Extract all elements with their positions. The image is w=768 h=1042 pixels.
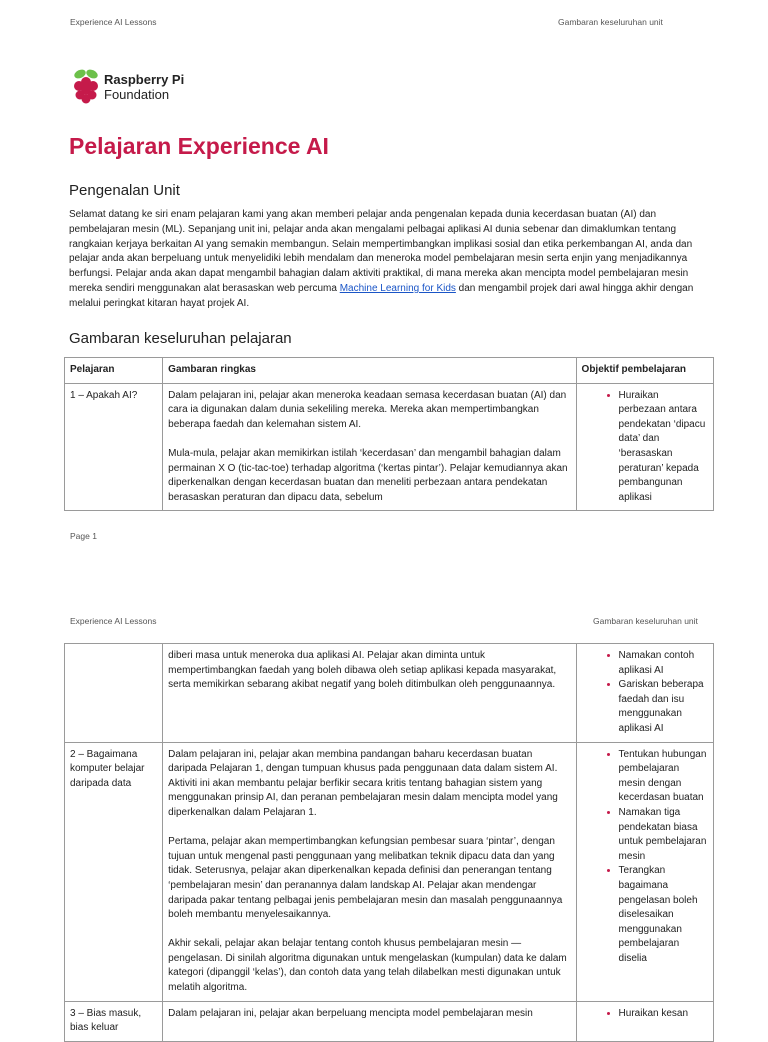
objective-item: • Gariskan beberapa faedah dan isu menggunakan aplikasi AI [619,678,708,736]
page-header-right: Gambaran keseluruhan unit [593,616,698,626]
logo-line2: Foundation [104,87,170,102]
summary-cell [163,383,576,511]
lesson-overview-table [64,357,714,511]
lesson-cell: 3 – Bias masuk, bias keluar [65,1001,163,1041]
objective-item: • Huraikan perbezaan antara pendekatan ‘dipacu data’ dan ‘berasaskan peraturan’ kepada pembangunan aplikasi [619,389,708,506]
summary-cell [163,742,576,1001]
raspberry-icon [72,68,100,104]
intro-paragraph [69,208,714,312]
table-row [65,644,714,743]
objective-item: • Namakan tiga pendekatan biasa untuk pembelajaran mesin [619,806,708,864]
summary-paragraph: Akhir sekali, pelajar akan belajar tentang contoh khusus pembelajaran mesin — pengelasan. Di sinilah algoritma digunakan untuk mengelaskan (kumpulan) data ke dalam kategori (dipanggil ‘kelas’), dan contoh data yang telah dilabelkan mesti digunakan untuk melatih algoritma. [168,938,567,994]
intro-text-before: Selamat datang ke siri enam pelajaran kami yang akan memberi pelajar anda pengenalan kepada dunia kecerdasan buatan (AI) dan pembelajaran mesin (ML). Sepanjang unit ini, pelajar anda akan mengalami pelbagai aplikasi AI dunia sebenar dan dimaklumkan tentang rangkaian kerjaya berkaitan AI yang semakin membangun. Selain mempertimbangkan implikasi sosial dan etika perkembangan AI, anda dan pelajar anda akan berpeluang untuk menyelidiki lebih mendalam dan meneroka model pembelajaran mesin serta enjin yang menjadikannya berfungsi. Pelajar anda akan dapat mengambil bahagian dalam aktiviti praktikal, di mana mereka akan mencipta model pembelajaran mesin mereka sendiri menggunakan alat berasaskan web percuma [69,209,693,294]
page-header-left: Experience AI Lessons [70,17,157,27]
table-row [65,742,714,1001]
summary-cell [163,644,576,743]
objectives-cell [576,1001,713,1041]
summary-cell [163,1001,576,1041]
summary-paragraph: Mula-mula, pelajar akan memikirkan istilah ‘kecerdasan’ dan mengambil bahagian dalam permainan X O (tic-tac-toe) terhadap algoritma (‘kertas pintar’). Pelajar kemudiannya akan diperkenalkan dengan kecerdasan buatan dan meneliti perbezaan antara pendekatan berasaskan peraturan dan dipacu data, sebelum [168,447,568,503]
objective-item: • Tentukan hubungan pembelajaran mesin dengan kecerdasan buatan [619,748,708,806]
table-page1-clip [0,357,768,510]
summary-paragraph: Dalam pelajaran ini, pelajar akan berpeluang mencipta model pembelajaran mesin [168,1007,533,1019]
intro-text-after: dan mengambil projek dari awal hingga akhir dengan melalui peringkat kitaran hayat projek AI. [69,282,694,309]
summary-paragraph: diberi masa untuk meneroka dua aplikasi AI. Pelajar akan diminta untuk mempertimbangkan faedah yang boleh dibawa oleh setiap aplikasi kepada masyarakat, serta memikirkan sebarang akibat negatif yang boleh ditimbulkan oleh penggunaannya. [168,650,557,691]
page-header-right: Gambaran keseluruhan unit [558,17,663,27]
machine-learning-for-kids-link[interactable]: Machine Learning for Kids [339,282,456,294]
overview-heading: Gambaran keseluruhan pelajaran [69,330,292,347]
intro-heading: Pengenalan Unit [69,182,180,199]
summary-paragraph: Pertama, pelajar akan mempertimbangkan kefungsian pembesar suara ‘pintar’, dengan tujuan untuk mengenal pasti penggunaan yang melibatkan teknik dipacu data dan yang tidak. Seterusnya, pelajar akan diperkenalkan kepada definisi dan penerangan tentang ‘pembelajaran mesin’ dan peranannya dalam landskap AI. Pelajar akan mendengar daripada pakar tentang pelbagai jenis pembelajaran mesin dan masalah penggunaannya boleh membantu menyelesaikannya. [168,836,563,921]
raspberry-pi-logo [72,68,100,109]
logo-line1: Raspberry Pi [104,72,185,87]
table-row [65,1001,714,1041]
summary-paragraph: Dalam pelajaran ini, pelajar akan meneroka keadaan semasa kecerdasan buatan (AI) dan cara ia digunakan dalam dunia sekeliling mereka. Mereka akan mempertimbangkan beberapa faedah dan kelemahan sistem AI. [168,389,567,430]
objectives-cell [576,383,713,511]
page-header-left: Experience AI Lessons [70,616,157,626]
objective-item: • Namakan contoh aplikasi AI [619,649,708,678]
header-objectives: Objektif pembelajaran [576,358,713,384]
objective-item: • Huraikan kesan [619,1007,708,1022]
lesson-cell: 1 – Apakah AI? [65,383,163,511]
header-lesson: Pelajaran [65,358,163,384]
objective-item: • Terangkan bagaimana pengelasan boleh diselesaikan menggunakan pembelajaran diselia [619,864,708,966]
page-number: Page 1 [70,531,97,541]
table-row [65,383,714,511]
objectives-cell [576,644,713,743]
lesson-cell [65,644,163,743]
objectives-cell [576,742,713,1001]
logo-wordmark [104,72,184,102]
header-summary: Gambaran ringkas [163,358,576,384]
lesson-cell: 2 – Bagaimana komputer belajar daripada data [65,742,163,1001]
page-title: Pelajaran Experience AI [69,133,329,159]
lesson-overview-table-continued [64,643,714,1042]
summary-paragraph: Dalam pelajaran ini, pelajar akan membina pandangan baharu kecerdasan buatan daripada Pelajaran 1, dengan tumpuan khusus pada penggunaan data dalam sistem AI. Aktiviti ini akan membantu pelajar berfikir secara kritis tentang bahagian sistem yang menggunakan prinsip AI, dan peranan pembelajaran mesin dalam mencipta model yang diperkenalkan dalam Pelajaran 1. [168,748,558,818]
table-header-row [65,358,714,384]
table-page2-clip [0,643,768,1034]
